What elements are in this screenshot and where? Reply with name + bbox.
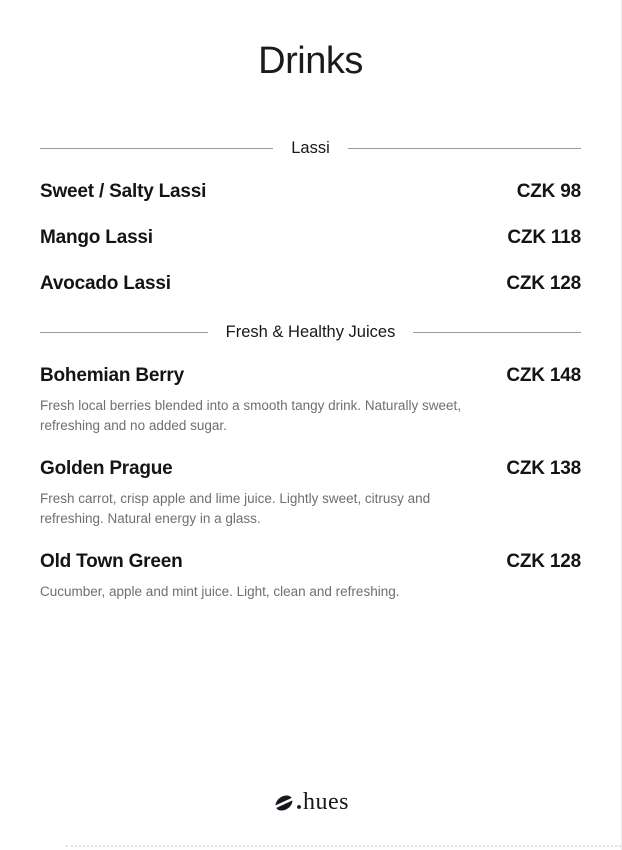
brand-dot: . (296, 789, 302, 815)
item-name: Avocado Lassi (40, 273, 171, 294)
menu-sections (40, 136, 581, 614)
divider-line (40, 148, 273, 149)
item-name: Bohemian Berry (40, 365, 184, 386)
section-label: Lassi (291, 138, 330, 157)
item-name: Sweet / Salty Lassi (40, 181, 207, 202)
item-description: Fresh local berries blended into a smooth tangy drink. Naturally sweet, refreshing and no added sugar. (40, 398, 461, 433)
menu-section (40, 136, 581, 308)
item-price: CZK 118 (507, 227, 581, 248)
item-name: Mango Lassi (40, 227, 153, 248)
divider-line (40, 332, 208, 333)
menu-item (40, 447, 581, 540)
menu-item-row (40, 227, 581, 249)
menu-item-row (40, 273, 581, 295)
menu-item (40, 170, 581, 216)
item-price: CZK 148 (506, 365, 581, 386)
bean-icon (272, 790, 296, 814)
menu-item (40, 354, 581, 447)
menu-item-row (40, 181, 581, 203)
section-divider (40, 136, 581, 160)
item-description: Cucumber, apple and mint juice. Light, clean and refreshing. (40, 584, 400, 599)
footer (0, 790, 621, 814)
menu-item (40, 540, 581, 614)
item-price: CZK 128 (506, 551, 581, 572)
item-price: CZK 128 (506, 273, 581, 294)
brand-name: hues (303, 789, 349, 815)
item-name: Golden Prague (40, 458, 173, 479)
brand-logo[interactable] (272, 790, 349, 814)
menu-section (40, 320, 581, 614)
section-divider (40, 320, 581, 344)
divider-line (348, 148, 581, 149)
item-name: Old Town Green (40, 551, 183, 572)
menu-item (40, 216, 581, 262)
page-title: Drinks (258, 40, 363, 82)
divider-line (413, 332, 581, 333)
item-price: CZK 138 (506, 458, 581, 479)
menu-item-row (40, 365, 581, 387)
perforation-line (66, 845, 621, 847)
menu-item-row (40, 458, 581, 480)
item-description: Fresh carrot, crisp apple and lime juice. Lightly sweet, citrusy and refreshing. Natural energy in a glass. (40, 491, 431, 526)
menu-item-row (40, 551, 581, 573)
section-label: Fresh & Healthy Juices (225, 322, 396, 341)
item-price: CZK 98 (516, 181, 581, 202)
menu-item (40, 262, 581, 308)
